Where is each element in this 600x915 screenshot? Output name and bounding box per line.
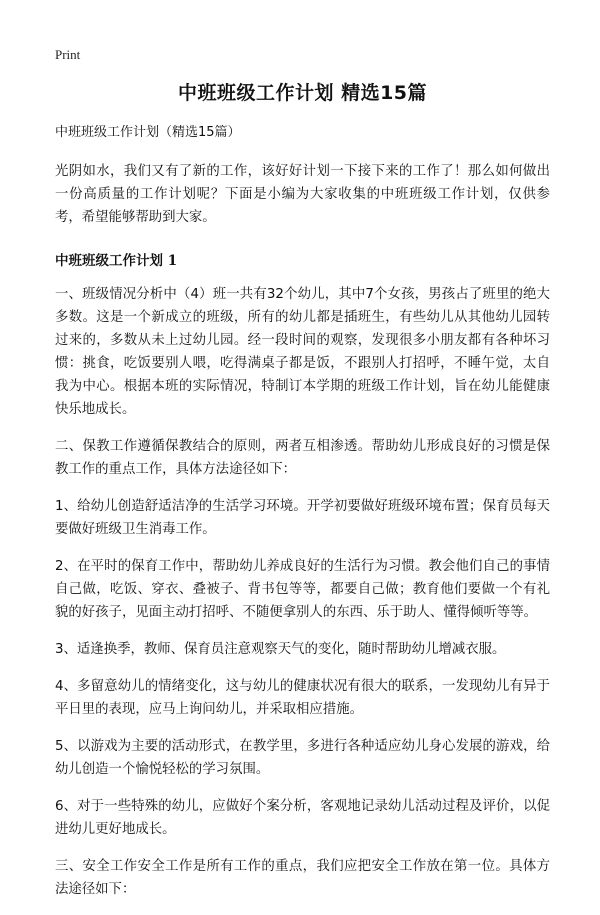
paragraph-item-1: 1、给幼儿创造舒适洁净的生活学习环境。开学初要做好班级环境布置；保育员每天要做好班级卫生消毒工作。 [55,499,550,537]
intro-paragraph: 光阴如水，我们又有了新的工作，该好好计划一下接下来的工作了！那么如何做出一份高质量的工作计划呢？下面是小编为大家收集的中班班级工作计划，仅供参考，希望能够帮助到大家。 [55,164,550,225]
paragraph-item-5: 5、以游戏为主要的活动形式，在教学里，多进行各种适应幼儿身心发展的游戏，给幼儿创造一个愉悦轻松的学习氛围。 [55,739,550,777]
document-subtitle: 中班班级工作计划（精选15篇） [55,125,241,140]
paragraph-care-education: 二、保教工作遵循保教结合的原则，两者互相渗透。帮助幼儿形成良好的习惯是保教工作的重点工作，具体方法途径如下： [55,439,550,477]
paragraph-class-analysis: 一、班级情况分析中（4）班一共有32个幼儿，其中7个女孩，男孩占了班里的绝大多数。这是一个新成立的班级，所有的幼儿都是插班生，有些幼儿从其他幼儿园转过来的，多数从未上过幼儿园。经一段时间的观察，发现很多小朋友都有各种坏习惯：挑食，吃饭要别人喂，吃得满桌子都是饭，不跟别人打招呼，不睡午觉，太自我为中心。根据本班的实际情况，特制订本学期的班级工作计划，旨在幼儿能健康快乐地成长。 [55,287,550,417]
document-page [55,70,550,915]
paragraph-safety: 三、安全工作安全工作是所有工作的重点，我们应把安全工作放在第一位。具体方法途径如下： [55,859,550,897]
section-heading: 中班班级工作计划 1 [55,253,178,269]
paragraph-item-2: 2、在平时的保育工作中，帮助幼儿养成良好的生活行为习惯。教会他们自己的事情自己做，吃饭、穿衣、叠被子、背书包等等，都要自己做；教育他们要做一个有礼貌的好孩子，见面主动打招呼、不随便拿别人的东西、乐于助人、懂得倾听等等。 [55,559,550,620]
document-title: 中班班级工作计划 精选15篇 [177,82,428,104]
paragraph-item-3: 3、适逢换季，教师、保育员注意观察天气的变化，随时帮助幼儿增减衣服。 [55,642,506,657]
paragraph-item-4: 4、多留意幼儿的情绪变化，这与幼儿的健康状况有很大的联系，一发现幼儿有异于平日里的表现，应马上询问幼儿，并采取相应措施。 [55,679,550,717]
print-link[interactable]: Print [55,47,81,62]
paragraph-item-6: 6、对于一些特殊的幼儿，应做好个案分析，客观地记录幼儿活动过程及评价，以促进幼儿更好地成长。 [55,799,550,837]
